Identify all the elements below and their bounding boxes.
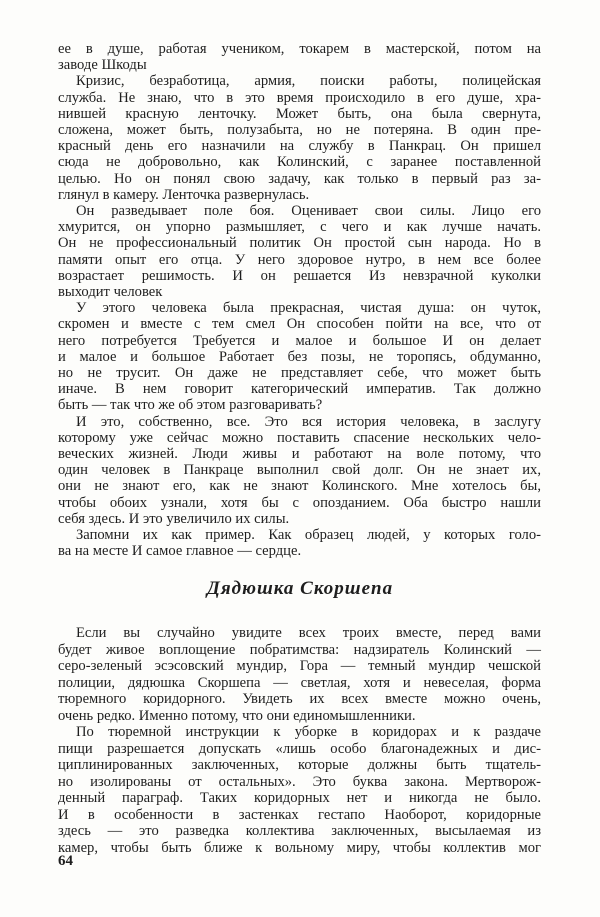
text-line: чтобы обоих узнали, хотя бы с опозданием. Оба быстро нашли	[58, 494, 541, 511]
paragraph	[58, 414, 541, 527]
text-line: целью. Но он понял свою задачу, как только в первый раз за-	[58, 170, 541, 187]
text-section-2	[58, 625, 541, 856]
text-line: ва на месте И самое главное — сердце.	[58, 543, 302, 560]
paragraph	[58, 625, 541, 724]
text-line: заводе Шкоды	[58, 57, 147, 74]
text-line: него потребуется Требуется и малое и большое И он делает	[58, 332, 541, 349]
text-line: но изолированы от остальных». Это буква закона. Мертворож-	[58, 773, 541, 790]
text-line: и малое и большое Работает без позы, не торопясь, обдуманно,	[58, 348, 541, 365]
text-line: глянул в камеру. Ленточка развернулась.	[58, 186, 310, 203]
text-line: сюда не добровольно, как Колинский, с заранее поставленной	[58, 154, 541, 171]
text-line: скромен и вместе с тем смел Он способен пойти на все, что от	[58, 316, 541, 333]
text-line: себя здесь. И это увеличило их силы.	[58, 510, 290, 527]
text-line: камер, чтобы быть ближе к вольному миру, чтобы коллектив мог	[58, 839, 541, 856]
text-line: памяти опыт его отца. У него здоровое нутро, в нем все более	[58, 251, 541, 268]
text-line: По тюремной инструкции к уборке в коридорах и к раздаче	[76, 724, 541, 740]
text-line: Если вы случайно увидите всех троих вместе, перед вами	[76, 625, 541, 641]
text-line: один человек в Панкраце выполнил свой долг. Он не знает их,	[58, 462, 541, 479]
text-line: Он разведывает поле боя. Оценивает свои силы. Лицо его	[76, 203, 541, 220]
text-line: возрастает решимость. И он решается Из невзрачной куколки	[58, 267, 541, 284]
text-line: серо-зеленый эсэсовский мундир, Гора — темный мундир чешской	[58, 658, 541, 674]
paragraph	[58, 724, 541, 856]
text-line: Он не профессиональный политик Он простой сын народа. Но в	[58, 235, 541, 252]
text-line: веческих жизней. Люди живы и работают на воле потому, что	[58, 446, 541, 463]
text-line: циплинированных заключенных, которые должны быть тщатель-	[58, 757, 541, 773]
text-line: И это, собственно, все. Это вся история человека, в заслугу	[76, 413, 541, 430]
text-line: денный параграф. Таких коридорных нет и никогда не было.	[58, 790, 541, 806]
text-line: служба. Не знаю, что в это время происходило в его душе, хра-	[58, 89, 541, 106]
text-line: красный день его назначили на службу в Панкрац. Он пришел	[58, 138, 541, 155]
text-line: быть — так что же об этом разговаривать?	[58, 397, 323, 414]
paragraph	[58, 300, 541, 413]
text-line: здесь — это разведка коллектива заключенных, высылаемая из	[58, 823, 541, 839]
text-line: полиции, дядюшка Скоршепа — светлая, хотя и невеселая, форма	[58, 674, 541, 691]
text-line: они не знают его, как не знают Колинского. Мне хотелось бы,	[58, 478, 541, 495]
page-number: 64	[58, 853, 73, 869]
text-line: иначе. В нем говорит категорический императив. Так должно	[58, 381, 541, 398]
paragraph	[58, 527, 541, 559]
paragraph	[58, 73, 541, 203]
text-line: пищи разрешается допускать «лишь особо благонадежных и дис-	[58, 740, 541, 757]
text-line: очень редко. Именно потому, что они единомышленники.	[58, 707, 416, 724]
text-line: которому уже сейчас можно поставить спасение нескольких чело-	[58, 429, 541, 446]
text-line: но не трусит. Он даже не представляет себе, что может быть	[58, 365, 541, 382]
text-line: будет живое воплощение побратимства: надзиратель Колинский —	[58, 641, 541, 658]
text-line: ее в душе, работая учеником, токарем в мастерской, потом на	[58, 41, 541, 57]
text-line: нившей красную ленточку. Может быть, она была свернута,	[58, 105, 541, 122]
text-line: И в особенности в застенках гестапо Наоборот, коридорные	[58, 806, 541, 823]
text-line: выходит человек	[58, 284, 163, 301]
text-section-1	[58, 41, 541, 560]
paragraph	[58, 203, 541, 300]
text-line: сложена, может быть, полузабыта, но не потеряна. В один пре-	[58, 122, 541, 139]
text-line: Запомни их как пример. Как образец людей, у которых голо-	[76, 527, 541, 544]
text-line: хмурится, он упорно размышляет, с чего и как лучше начать.	[58, 219, 541, 236]
text-line: Кризис, безработица, армия, поиски работы, полицейская	[76, 73, 541, 90]
text-line: тюремного коридорного. Увидеть их всех вместе можно очень,	[58, 691, 541, 707]
text-line: У этого человека была прекрасная, чистая душа: он чуток,	[76, 300, 541, 317]
chapter-heading: Дядюшка Скоршепа	[206, 578, 394, 599]
paragraph	[58, 41, 541, 73]
